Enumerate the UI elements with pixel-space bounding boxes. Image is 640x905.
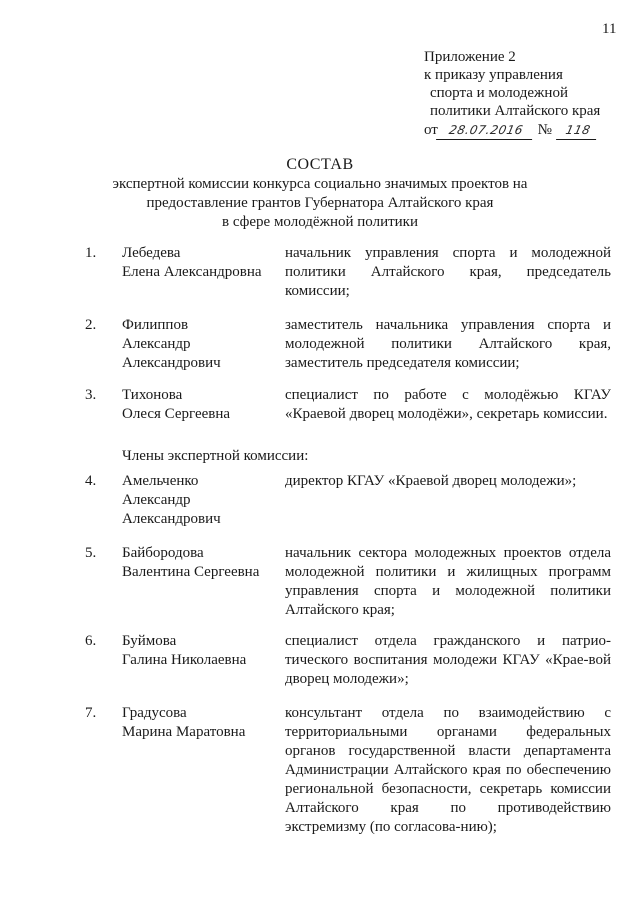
title-main: СОСТАВ (286, 156, 354, 173)
order-date-number (424, 121, 624, 140)
page-number: 11 (602, 21, 617, 37)
number-prefix: № (537, 122, 552, 138)
title-line-2: предоставление грантов Губернатора Алтайского края (146, 195, 494, 211)
member-name (122, 704, 278, 742)
appendix-header (424, 48, 624, 140)
name-line: Лебедева (122, 245, 181, 261)
item-number: 3. (85, 387, 97, 403)
member-name (122, 316, 278, 373)
name-line: Александрович (122, 511, 221, 527)
member-role: директор КГАУ «Краевой дворец молодежи»; (285, 473, 577, 489)
name-line: Амельченко (122, 473, 199, 489)
member-name (122, 544, 278, 582)
members-subheader: Члены экспертной комиссии: (122, 448, 309, 464)
name-line: Филиппов (122, 317, 189, 333)
item-number: 7. (85, 705, 97, 721)
name-line: Валентина Сергеевна (122, 564, 260, 580)
item-number: 6. (85, 633, 97, 649)
name-line: Байбородова (122, 545, 204, 561)
handwritten-number: 118 (556, 121, 600, 140)
name-line: Буймова (122, 633, 177, 649)
member-name (122, 632, 278, 670)
member-role: заместитель начальника управления спорта и молодежной политики Алтайского края, заместитель председателя комиссии; (285, 317, 611, 371)
member-role: консультант отдела по взаимодействию с территориальными органами федеральных органов государственной власти департамента Администрации Алтайского края по обеспечению региональной безопасности, секретарь комиссии Алтайского края по противодействию экстремизму (по согласова-нию); (285, 705, 611, 835)
name-line: Елена Александровна (122, 264, 262, 280)
member-role: специалист отдела гражданского и патрио-тического воспитания молодежи КГАУ «Крае-вой дворец молодежи»; (285, 633, 611, 687)
handwritten-date: 28.07.2016 (436, 121, 536, 140)
member-name (122, 244, 278, 282)
title-line-3: в сфере молодёжной политики (221, 214, 418, 230)
name-line: Галина Николаевна (122, 652, 247, 668)
document-title (0, 155, 640, 232)
appendix-line-3: спорта и молодежной (430, 85, 568, 101)
name-line: Марина Маратовна (122, 724, 246, 740)
item-number: 5. (85, 545, 97, 561)
name-line: Олеся Сергеевна (122, 406, 231, 422)
item-number: 4. (85, 473, 97, 489)
appendix-line-2: к приказу управления (424, 67, 563, 83)
appendix-line-4: политики Алтайского края (430, 103, 601, 119)
name-line: Александр (122, 492, 191, 508)
item-number: 2. (85, 317, 97, 333)
member-name (122, 386, 278, 424)
member-role: начальник управления спорта и молодежной политики Алтайского края, председатель комиссии; (285, 245, 611, 299)
member-role: начальник сектора молодежных проектов отдела молодежной политики и жилищных программ управления спорта и молодежной политики Алтайского края; (285, 545, 611, 618)
member-name (122, 472, 278, 529)
name-line: Александр (122, 336, 191, 352)
title-line-1: экспертной комиссии конкурса социально значимых проектов на (112, 176, 528, 192)
name-line: Тихонова (122, 387, 183, 403)
member-role: специалист по работе с молодёжью КГАУ «Краевой дворец молодёжи», секретарь комиссии. (285, 387, 611, 422)
name-line: Градусова (122, 705, 187, 721)
date-prefix: от (424, 122, 438, 138)
name-line: Александрович (122, 355, 221, 371)
appendix-line-1: Приложение 2 (424, 49, 516, 65)
item-number: 1. (85, 245, 97, 261)
